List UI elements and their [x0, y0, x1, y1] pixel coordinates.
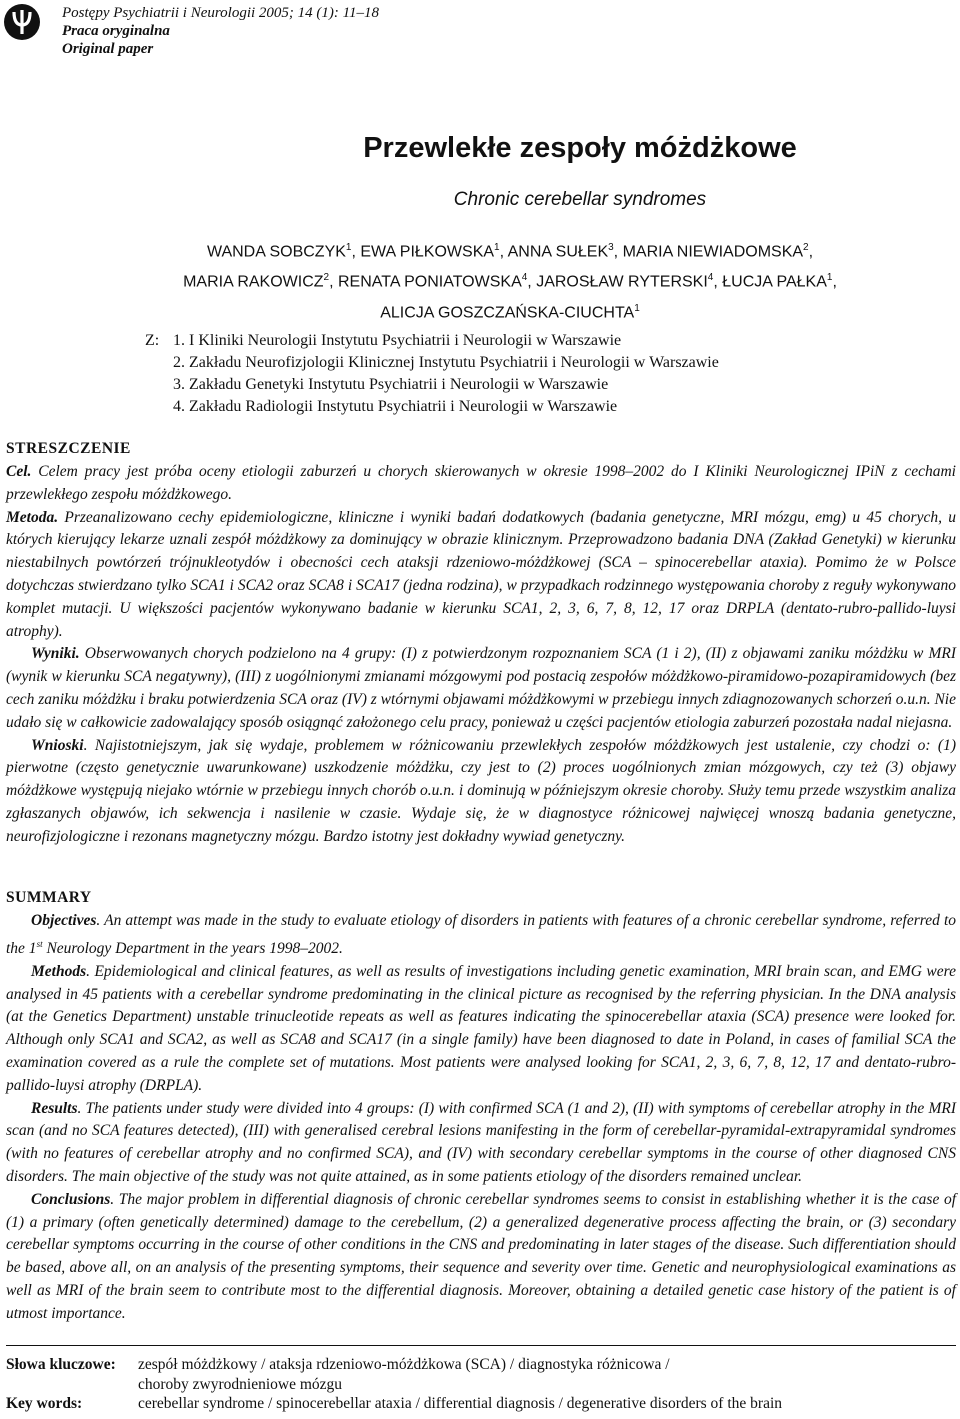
paper-type-pl: Praca oryginalna	[62, 23, 170, 39]
summary-body	[6, 910, 956, 1326]
paper-title: Przewlekłe zespoły móżdżkowe	[363, 132, 797, 164]
summary-heading: SUMMARY	[6, 889, 92, 906]
author-line-3: ALICJA GOSZCZAŃSKA-CIUCHTA$^1$	[380, 302, 640, 321]
summary-results: Results. The patients under study were divided into 4 groups: (I) with confirmed SCA (1 and 2), (II) with symptoms of cerebellar atrophy in the MRI scan (and no SCA features detected), (III) with generalised cerebral lesions manifesting in the form of cerebellar-pyramidal-extrapyramidal syndromes (with no features of cerebellar atrophy and no confirmed SCA), and (IV) with secondary cerebellar symptoms in the course of other diagnosed CNS disorders. The main objective of the study was not quite attained, as in some patients etiology of the disorders remained unclear.	[6, 1099, 956, 1185]
affiliation-item: 1. I Kliniki Neurologii Instytutu Psychiatrii i Neurologii w Warszawie	[173, 332, 622, 349]
affiliation-item: 4. Zakładu Radiologii Instytutu Psychiatrii i Neurologii w Warszawie	[173, 398, 618, 415]
journal-header	[62, 4, 379, 58]
author-line-2: MARIA RAKOWICZ$^2$, RENATA PONIATOWSKA$^4$, JAROSŁAW RYTERSKI$^4$, ŁUCJA PAŁKA$^1$,	[183, 272, 837, 291]
journal-logo-icon	[3, 3, 41, 41]
keywords-pl	[6, 1355, 956, 1395]
journal-citation: Postępy Psychiatrii i Neurologii 2005; 14 (1): 11–18	[62, 5, 380, 21]
streszczenie-wyniki: Wyniki. Obserwowanych chorych podzielono na 4 grupy: (I) z potwierdzonym rozpoznaniem SCA (1 i 2), (II) z objawami zaniku móżdżku w MRI (wynik w kierunku SCA negatywny), (III) z uogólnionymi zmianami mózgowymi pod postacią zespołów móżdżkowo-piramidowo-pozapiramidowych (bez cech zaniku móżdżku i braku potwierdzenia SCA oraz (IV) z wtórnymi objawami móżdżkowymi w przebiegu innych zdiagnozowanych schorzeń o.u.n. Nie udało się w całkowicie zadowalający sposób osiągnąć założonego celu pracy, ponieważ u części pacjentów etiologia zaburzeń pozostała nadal niejasna.	[6, 645, 956, 731]
divider	[6, 1345, 956, 1346]
affiliation-prefix: Z:	[145, 332, 160, 349]
keywords-en-label: Key words:	[6, 1395, 83, 1412]
summary-objectives: Objectives. An attempt was made in the study to evaluate etiology of disorders in patients with features of a chronic cerebellar syndrome, referred to the 1st Neurology Department in the years 1998–2002.	[6, 912, 956, 957]
streszczenie-heading: STRESZCZENIE	[6, 440, 131, 457]
paper-type-en: Original paper	[62, 41, 154, 57]
keywords-en-text: cerebellar syndrome / spinocerebellar ataxia / differential diagnosis / degenerative disorders of the brain	[138, 1395, 782, 1412]
summary-conclusions: Conclusions. The major problem in differential diagnosis of chronic cerebellar syndromes seems to consist in establishing whether it is the case of (1) a primary (often genetically determined) damage to the cerebellum, (2) a generalized degenerative process affecting the brain, or (3) secondary cerebellar symptoms occurring in the course of other conditions in the CNS and predominating in later stages of the disease. Such differentiation should be based, above all, on an analysis of the presenting symptoms, their sequence and severity over time. Genetic and neurophysiological examinations as well as MRI of the brain seem to contribute most to the differential diagnosis. Moreover, obtaining a detailed genetic case history of the patient is of utmost importance.	[6, 1190, 956, 1322]
streszczenie-body	[6, 461, 956, 849]
affiliations	[145, 330, 719, 418]
streszczenie-cel: Cel. Celem pracy jest próba oceny etiologii zaburzeń u chorych skierowanych w okresie 1998–2002 do I Kliniki Neurologicznej IPiN z cechami przewlekłego zespołu móżdżkowego.	[6, 463, 956, 503]
keywords-en	[6, 1394, 956, 1414]
streszczenie-metoda: Metoda. Przeanalizowano cechy epidemiologiczne, kliniczne i wyniki badań dodatkowych (badania genetyczne, MRI mózgu, emg) u 45 chorych, u których kierujący lekarze uznali zespół móżdżkowy za dominujący w obrazie klinicznym. Przeprowadzono badania DNA (Zakład Genetyki) w kierunku niestabilnych powtórzeń trójnukleotydów i obecności cech ataksji rdzeniowo-móżdżkowej (SCA – spinocerebellar ataxia). Pomimo że w Polsce dotychczas stwierdzano tylko SCA1 i SCA2 oraz SCA8 i SCA17 (jedna rodzina), w przypadkach rodzinnego występowania choroby z reguły wykonywano komplet mutacji. U większości pacjentów wykonywano badanie w kierunku SCA1, 2, 3, 6, 7, 8, 12, 17 oraz DRPLA (dentato-rubro-pallido-luysi atrophy).	[6, 508, 956, 640]
author-list	[0, 235, 960, 326]
affiliation-item: 3. Zakładu Genetyki Instytutu Psychiatrii i Neurologii w Warszawie	[173, 376, 609, 393]
author-line-1: WANDA SOBCZYK$^1$, EWA PIŁKOWSKA$^1$, ANNA SUŁEK$^3$, MARIA NIEWIADOMSKA$^2$,	[206, 242, 814, 261]
keywords-pl-label: Słowa kluczowe:	[6, 1356, 116, 1373]
keywords-pl-line1: zespół móżdżkowy / ataksja rdzeniowo-móżdżkowa (SCA) / diagnostyka różnicowa /	[138, 1356, 670, 1373]
summary-methods: Methods. Epidemiological and clinical features, as well as results of investigations including genetic examination, MRI brain scan, and EMG were analysed in 45 patients with a cerebellar syndrome predominating in the clinical picture as recognised by the referring physician. In the DNA analysis (at the Genetics Department) unstable trinucleotide repeats as well as features indicating the spinocerebellar ataxia (SCA) presence were looked for. Although only SCA1 and SCA2, as well as SCA8 and SCA17 (in a single family) have been diagnosed to date in Poland, in cases of familial SCA the examination covered as a rule the complete set of mutations. Most patients were analysed looking for SCA1, 2, 3, 6, 7, 8, 12, 17 and dentato-rubro-pallido-luysi atrophy (DRPLA).	[6, 962, 956, 1094]
paper-subtitle: Chronic cerebellar syndromes	[453, 189, 707, 210]
affiliation-item: 2. Zakładu Neurofizjologii Klinicznej Instytutu Psychiatrii i Neurologii w Warszawie	[173, 354, 719, 371]
streszczenie-wnioski: Wnioski. Najistotniejszym, jak się wydaje, problemem w różnicowaniu przewlekłych zespołów móżdżkowych jest ustalenie, czy chodzi o: (1) pierwotne (często genetycznie uwarunkowane) uszkodzenie móżdżku, czy jest to (2) proces uogólnionych zmian mózgowych, czy też (3) objawy móżdżkowe występują niejako wtórnie w przebiegu innych chorób o.u.n. i dominują w późniejszym okresie choroby. Służy temu przede wszystkim analiza zgłaszanych objawów, ich sekwencja i nasilenie w czasie. Wydaje się, że w diagnostyce różnicowej najwięcej wnoszą badania genetyczne, neurofizjologiczne i rezonans magnetyczny mózgu. Bardzo istotny jest dokładny wywiad genetyczny.	[6, 736, 956, 845]
keywords-pl-line2: choroby zwyrodnieniowe mózgu	[138, 1376, 343, 1393]
